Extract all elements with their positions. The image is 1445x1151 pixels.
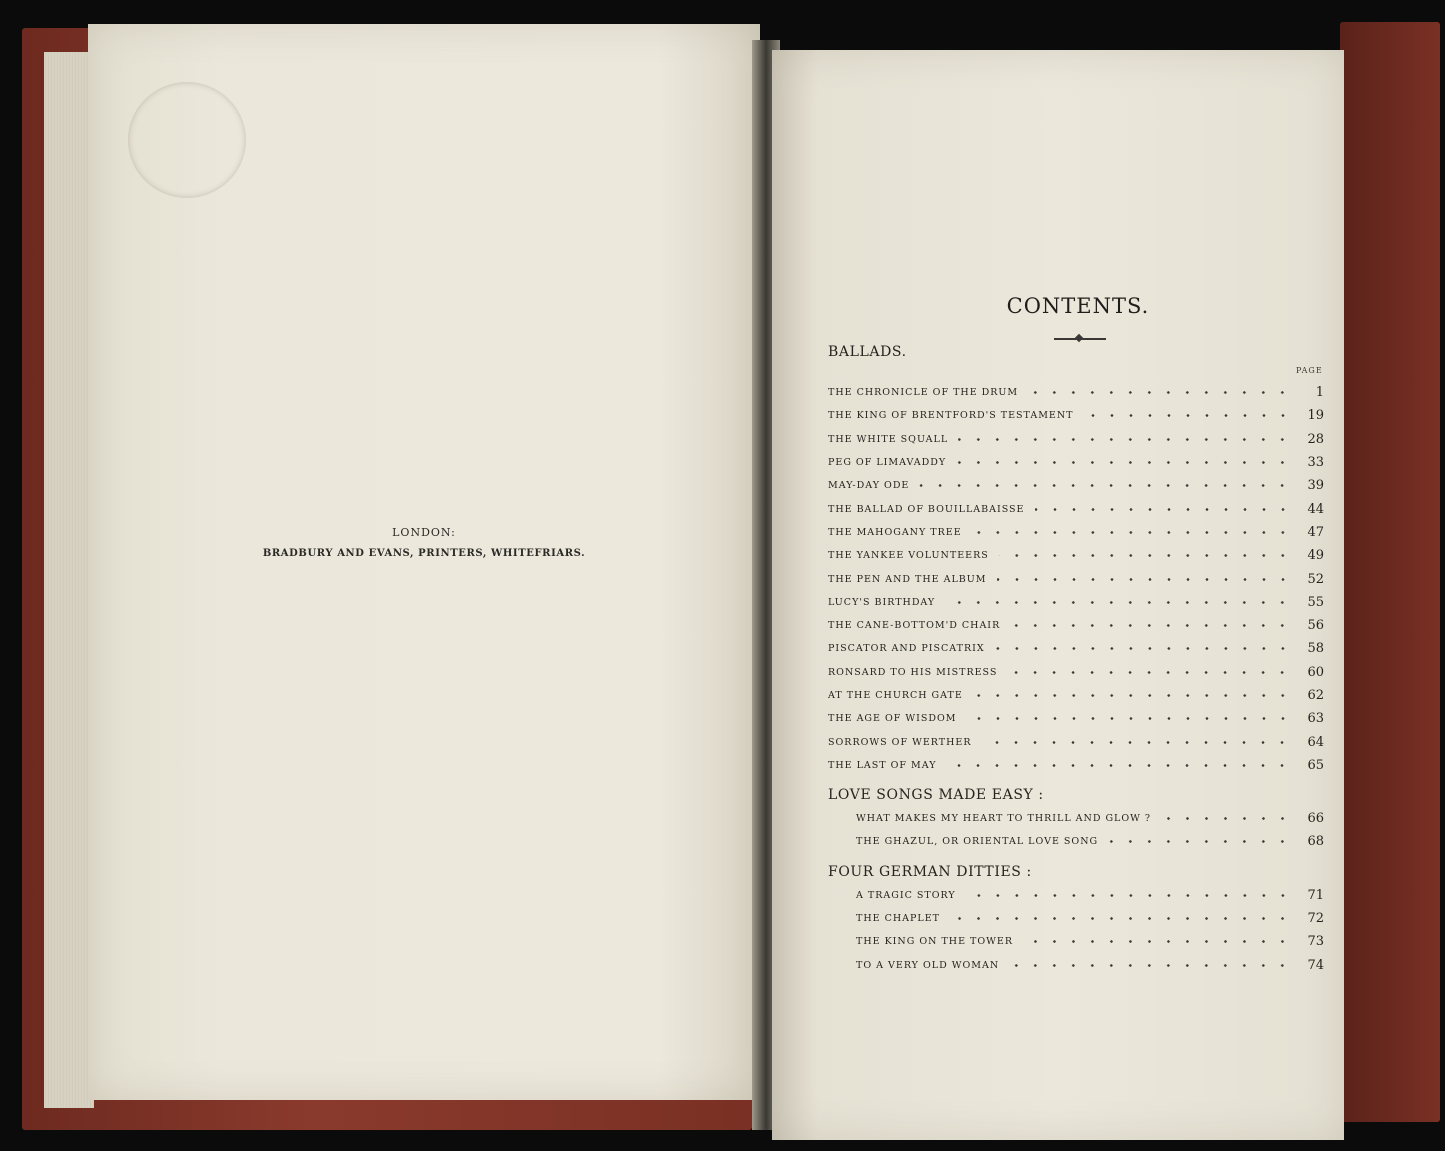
dot-leader xyxy=(1108,840,1292,843)
page-edges xyxy=(44,52,94,1108)
toc-entry xyxy=(828,930,1324,953)
toc-entry-page: 28 xyxy=(1307,431,1324,447)
toc-entry xyxy=(828,830,1324,853)
toc-entry-page: 68 xyxy=(1307,834,1324,850)
contents-title: CONTENTS. xyxy=(1006,294,1150,318)
ornament-rule xyxy=(1054,338,1106,340)
toc-entry xyxy=(828,884,1324,907)
dot-leader xyxy=(973,694,1292,697)
dot-leader xyxy=(966,894,1292,897)
toc-entry xyxy=(828,591,1324,614)
dot-leader xyxy=(1009,964,1292,967)
toc-entry-page: 49 xyxy=(1307,548,1324,564)
dot-leader xyxy=(999,554,1292,557)
dot-leader xyxy=(972,531,1292,534)
toc-entry-title: THE CHAPLET xyxy=(856,913,940,925)
toc-entry xyxy=(828,544,1324,567)
dot-leader xyxy=(958,438,1292,441)
dot-leader xyxy=(1023,940,1292,943)
book-cover-right xyxy=(1340,22,1440,1122)
toc-entry xyxy=(828,684,1324,707)
printer-imprint xyxy=(88,526,760,559)
toc-entry xyxy=(828,567,1324,590)
toc-entry xyxy=(828,521,1324,544)
dot-leader xyxy=(1035,508,1293,511)
page-column-label: PAGE xyxy=(1296,366,1323,375)
toc-entry-title: THE MAHOGANY TREE xyxy=(828,526,962,538)
toc-entry-title: LUCY'S BIRTHDAY xyxy=(828,596,936,608)
toc-entry-page: 58 xyxy=(1307,641,1324,657)
section-heading: FOUR GERMAN DITTIES : xyxy=(828,863,1032,880)
imprint-printer: BRADBURY AND EVANS, PRINTERS, WHITEFRIARS. xyxy=(262,548,586,559)
toc-entry-page: 44 xyxy=(1307,501,1324,517)
toc-entry xyxy=(828,614,1324,637)
toc-entry-title: MAY-DAY ODE xyxy=(828,480,910,492)
toc-entry xyxy=(828,707,1324,730)
toc-entry xyxy=(828,474,1324,497)
toc-entry-page: 47 xyxy=(1307,524,1324,540)
toc-entry-page: 71 xyxy=(1307,887,1324,903)
toc-entry-title: A TRAGIC STORY xyxy=(856,889,956,901)
toc-entry-title: AT THE CHURCH GATE xyxy=(828,690,963,701)
toc-entry xyxy=(828,428,1324,451)
dot-leader xyxy=(1007,671,1292,674)
toc-entry-page: 52 xyxy=(1307,571,1324,587)
toc-entry xyxy=(828,730,1324,753)
toc-entry-page: 19 xyxy=(1307,408,1324,424)
toc-entry-page: 73 xyxy=(1307,934,1324,950)
toc-entry-title: RONSARD TO HIS MISTRESS xyxy=(828,666,998,678)
toc-entry-title: WHAT MAKES MY HEART TO THRILL AND GLOW ? xyxy=(856,813,1152,825)
dot-leader xyxy=(945,601,1292,604)
dot-leader xyxy=(967,717,1292,720)
toc-entry xyxy=(828,497,1324,520)
toc-entry xyxy=(828,754,1324,777)
toc-entry-page: 64 xyxy=(1307,734,1324,750)
toc-entry xyxy=(828,907,1324,930)
dot-leader xyxy=(1028,391,1292,394)
toc-entry-title: PISCATOR AND PISCATRIX xyxy=(828,643,985,655)
toc-entry-title: THE KING ON THE TOWER xyxy=(856,936,1014,948)
toc-entry-page: 33 xyxy=(1307,455,1324,471)
toc-entry-title: THE WHITE SQUALL xyxy=(828,433,949,445)
toc-entry xyxy=(828,381,1324,404)
dot-leader xyxy=(995,647,1292,650)
section-heading: LOVE SONGS MADE EASY : xyxy=(828,787,1044,804)
toc-entry-page: 55 xyxy=(1307,594,1324,610)
toc-entry-title: THE CANE-BOTTOM'D CHAIR xyxy=(828,620,1001,632)
toc-entry-page: 56 xyxy=(1307,618,1324,634)
dot-leader xyxy=(997,578,1292,581)
toc-entry-page: 72 xyxy=(1307,911,1324,927)
toc-entry-title: THE KING OF BRENTFORD'S TESTAMENT xyxy=(828,410,1074,422)
toc-entry-page: 62 xyxy=(1307,688,1324,703)
section-heading: BALLADS. xyxy=(828,344,907,360)
imprint-city: LONDON: xyxy=(392,526,456,539)
toc-entry-title: TO A VERY OLD WOMAN xyxy=(856,959,1000,971)
toc-entry xyxy=(828,954,1324,977)
toc-entry-title: THE YANKEE VOLUNTEERS xyxy=(828,550,989,562)
dot-leader xyxy=(981,741,1292,744)
toc-entry-title: THE AGE OF WISDOM xyxy=(828,713,957,725)
toc-entry xyxy=(828,807,1324,830)
toc-entry-title: SORROWS OF WERTHER xyxy=(828,736,972,748)
table-of-contents xyxy=(828,344,1324,977)
dot-leader xyxy=(946,764,1292,767)
toc-entry-page: 1 xyxy=(1315,385,1324,401)
toc-entry-page: 65 xyxy=(1307,757,1324,773)
toc-entry-title: THE GHAZUL, OR ORIENTAL LOVE SONG xyxy=(856,836,1099,848)
toc-entry-page: 63 xyxy=(1307,711,1324,727)
toc-entry-page: 74 xyxy=(1307,957,1324,973)
toc-entry-title: THE PEN AND THE ALBUM xyxy=(828,573,987,585)
toc-entry xyxy=(828,404,1324,427)
embossed-stamp xyxy=(128,82,246,198)
toc-entry xyxy=(828,451,1324,474)
toc-entry-page: 39 xyxy=(1307,478,1324,494)
dot-leader xyxy=(1010,624,1292,627)
toc-entry-page: 60 xyxy=(1307,664,1324,680)
toc-entry-title: PEG OF LIMAVADDY xyxy=(828,457,947,469)
dot-leader xyxy=(1084,414,1292,417)
toc-entry-title: THE BALLAD OF BOUILLABAISSE xyxy=(828,503,1025,515)
toc-entry xyxy=(828,661,1324,684)
toc-entry-title: THE LAST OF MAY xyxy=(828,759,937,771)
toc-entry xyxy=(828,637,1324,660)
toc-entry-page: 66 xyxy=(1307,811,1324,827)
dot-leader xyxy=(956,461,1292,464)
dot-leader xyxy=(950,917,1292,920)
dot-leader xyxy=(919,484,1292,487)
dot-leader xyxy=(1161,817,1292,820)
toc-entry-title: THE CHRONICLE OF THE DRUM xyxy=(828,387,1019,399)
